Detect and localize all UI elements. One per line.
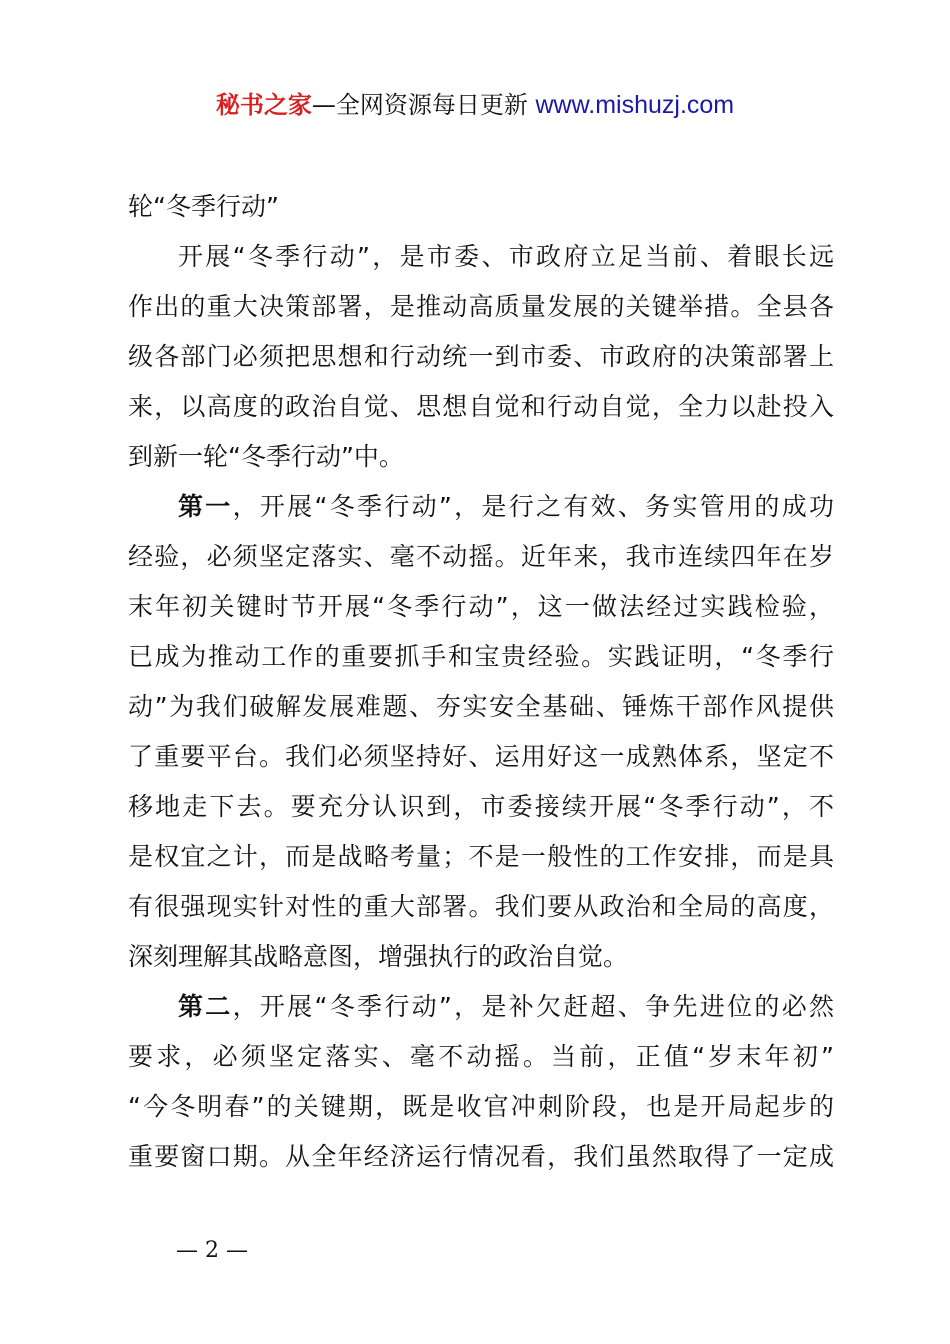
- text-line: 轮“冬季行动”: [128, 192, 279, 221]
- header-tagline: —全网资源每日更新: [311, 91, 528, 119]
- paragraph-lead: 第一: [178, 492, 233, 521]
- text-segment: ，开展“冬季行动”，是补欠赶超、争先进位的必然: [232, 992, 834, 1021]
- site-header: [0, 88, 950, 122]
- text-line: 深刻理解其战略意图，增强执行的政治自觉。: [128, 942, 629, 971]
- paragraph-intro: [128, 232, 834, 482]
- text-line: 重要窗口期。从全年经济运行情况看，我们虽然取得了一定成: [128, 1142, 834, 1171]
- text-line: 有很强现实针对性的重大部署。我们要从政治和全局的高度，: [128, 892, 834, 921]
- text-line: [128, 482, 834, 532]
- text-line: “今冬明春”的关键期，既是收官冲刺阶段，也是开局起步的: [128, 1092, 834, 1121]
- paragraph-lead: 第二: [178, 992, 233, 1021]
- text-line: 级各部门必须把思想和行动统一到市委、市政府的决策部署上: [128, 342, 834, 371]
- brand-name: 秘书之家: [215, 91, 312, 119]
- text-segment: ，开展“冬季行动”，是行之有效、务实管用的成功: [232, 492, 834, 521]
- site-url-link[interactable]: www.mishuzj.com: [535, 91, 735, 119]
- text-line: [128, 982, 834, 1032]
- text-line: 来，以高度的政治自觉、思想自觉和行动自觉，全力以赴投入: [128, 392, 834, 421]
- text-line: 是权宜之计，而是战略考量；不是一般性的工作安排，而是具: [128, 842, 834, 871]
- text-line: 要求，必须坚定落实、毫不动摇。当前，正值“岁末年初”: [128, 1042, 834, 1071]
- text-line: 了重要平台。我们必须坚持好、运用好这一成熟体系，坚定不: [128, 742, 834, 771]
- text-line: 开展“冬季行动”，是市委、市政府立足当前、着眼长远: [178, 242, 834, 271]
- document-body: [128, 182, 834, 1182]
- text-line: 末年初关键时节开展“冬季行动”，这一做法经过实践检验，: [128, 592, 834, 621]
- text-line: 到新一轮“冬季行动”中。: [128, 442, 404, 471]
- text-line: 已成为推动工作的重要抓手和宝贵经验。实践证明，“冬季行: [128, 642, 834, 671]
- text-line: 经验，必须坚定落实、毫不动摇。近年来，我市连续四年在岁: [128, 542, 834, 571]
- text-line: 动”为我们破解发展难题、夯实安全基础、锤炼干部作风提供: [128, 692, 834, 721]
- text-line: 移地走下去。要充分认识到，市委接续开展“冬季行动”，不: [128, 792, 834, 821]
- paragraph-second-point: [128, 982, 834, 1182]
- paragraph-first-point: [128, 482, 834, 982]
- page-number: — 2 —: [176, 1238, 248, 1263]
- text-line: 作出的重大决策部署，是推动高质量发展的关键举措。全县各: [128, 292, 834, 321]
